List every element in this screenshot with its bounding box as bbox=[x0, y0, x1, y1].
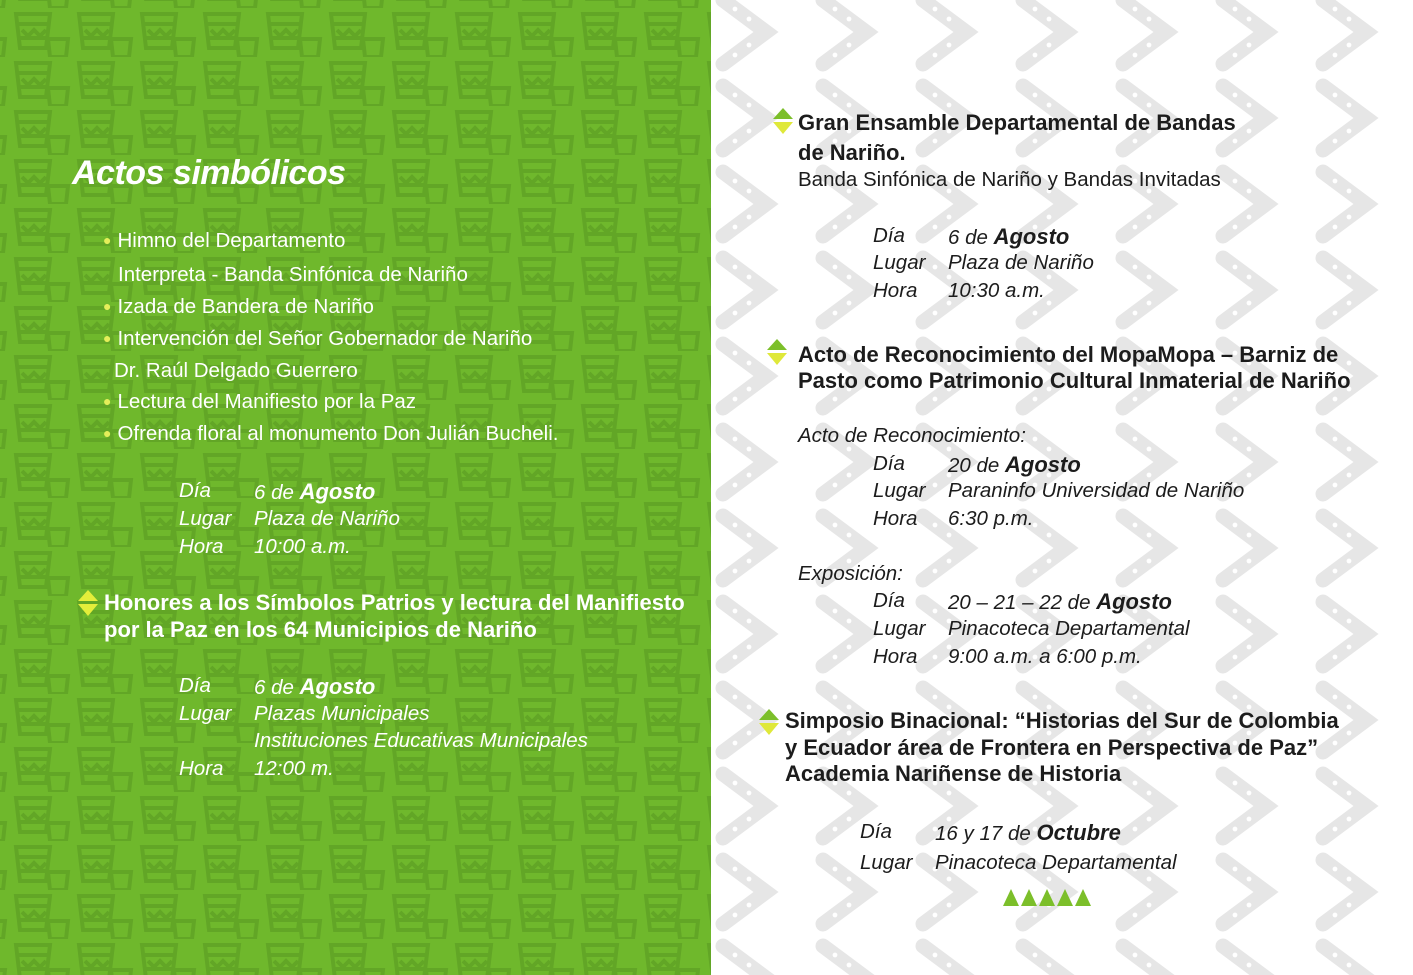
section-heading-line1: Simposio Binacional: “Historias del Sur de Colombia bbox=[785, 708, 1339, 733]
hora-label: Hora bbox=[873, 279, 918, 302]
hora-value: 6:30 p.m. bbox=[948, 507, 1034, 530]
hora-value: 12:00 m. bbox=[254, 757, 334, 780]
section-heading-line3: Academia Nariñense de Historia bbox=[785, 761, 1122, 786]
section-heading-line2: por la Paz en los 64 Municipios de Nariño bbox=[104, 617, 537, 642]
lugar-label: Lugar bbox=[873, 479, 926, 502]
page-title: Actos simbólicos bbox=[72, 154, 346, 192]
hora-label: Hora bbox=[873, 507, 918, 530]
bullet-item-lectura bbox=[103, 390, 416, 414]
lugar-value-line2: Instituciones Educativas Municipales bbox=[254, 729, 588, 752]
hora-label: Hora bbox=[179, 757, 224, 780]
hora-value: 10:30 a.m. bbox=[948, 279, 1045, 302]
bullet-subline: Dr. Raúl Delgado Guerrero bbox=[114, 359, 358, 382]
hora-value: 9:00 a.m. a 6:00 p.m. bbox=[948, 645, 1142, 668]
lugar-label: Lugar bbox=[873, 251, 926, 274]
lugar-label: Lugar bbox=[179, 507, 232, 530]
acto-label: Acto de Reconocimiento: bbox=[798, 424, 1026, 447]
lugar-value: Plaza de Nariño bbox=[948, 251, 1094, 274]
bullet-subline: Interpreta - Banda Sinfónica de Nariño bbox=[118, 263, 468, 286]
lugar-value: Paraninfo Universidad de Nariño bbox=[948, 479, 1245, 502]
section-heading-line1: Gran Ensamble Departamental de Bandas bbox=[798, 110, 1236, 135]
dia-label: Día bbox=[873, 224, 905, 247]
dia-value: 20 de Agosto bbox=[948, 452, 1081, 477]
dia-label: Día bbox=[873, 589, 905, 612]
dia-label: Día bbox=[179, 479, 211, 502]
bullet-text: Ofrenda floral al monumento Don Julián Bucheli. bbox=[117, 422, 559, 445]
section-heading-line2: y Ecuador área de Frontera en Perspectiva de Paz” bbox=[785, 735, 1319, 760]
dia-value: 6 de Agosto bbox=[254, 674, 376, 699]
dia-value: 20 – 21 – 22 de Agosto bbox=[948, 589, 1172, 614]
bullet-dot-icon: ● bbox=[103, 298, 112, 314]
diamond-marker-icon bbox=[758, 708, 780, 736]
dia-value: 16 y 17 de Octubre bbox=[935, 820, 1121, 845]
bullet-dot-icon: ● bbox=[103, 330, 112, 346]
section-heading-line2: Pasto como Patrimonio Cultural Inmaterial de Nariño bbox=[798, 368, 1351, 393]
bullet-text: Intervención del Señor Gobernador de Nariño bbox=[117, 327, 533, 350]
bullet-dot-icon: ● bbox=[103, 393, 112, 409]
dia-label: Día bbox=[179, 674, 211, 697]
lugar-value: Plazas Municipales bbox=[254, 702, 430, 725]
diamond-marker-icon bbox=[766, 338, 788, 366]
section-heading-line2: de Nariño. bbox=[798, 140, 906, 165]
lugar-label: Lugar bbox=[860, 851, 913, 874]
exposicion-label: Exposición: bbox=[798, 562, 903, 585]
hora-value: 10:00 a.m. bbox=[254, 535, 351, 558]
dia-value: 6 de Agosto bbox=[254, 479, 376, 504]
bullet-dot-icon: ● bbox=[103, 425, 112, 441]
bullet-text: Himno del Departamento bbox=[117, 229, 346, 252]
dia-label: Día bbox=[860, 820, 892, 843]
bullet-item-himno bbox=[103, 229, 345, 253]
bullet-item-intervencion bbox=[103, 327, 532, 351]
lugar-value: Plaza de Nariño bbox=[254, 507, 400, 530]
triangle-row-icon bbox=[1003, 889, 1091, 906]
bullet-text: Izada de Bandera de Nariño bbox=[117, 295, 374, 318]
hora-label: Hora bbox=[873, 645, 918, 668]
hora-label: Hora bbox=[179, 535, 224, 558]
bullet-item-ofrenda bbox=[103, 422, 558, 446]
diamond-marker-icon bbox=[772, 107, 794, 135]
dia-value: 6 de Agosto bbox=[948, 224, 1070, 249]
diamond-marker-icon bbox=[77, 589, 99, 617]
section-heading-line1: Honores a los Símbolos Patrios y lectura del Manifiesto bbox=[104, 590, 685, 615]
bullet-dot-icon: ● bbox=[103, 232, 112, 248]
bullet-text: Lectura del Manifiesto por la Paz bbox=[117, 390, 417, 413]
bullet-item-izada bbox=[103, 295, 374, 319]
lugar-label: Lugar bbox=[179, 702, 232, 725]
dia-label: Día bbox=[873, 452, 905, 475]
section-heading-line1: Acto de Reconocimiento del MopaMopa – Barniz de bbox=[798, 342, 1339, 367]
lugar-value: Pinacoteca Departamental bbox=[948, 617, 1190, 640]
lugar-value: Pinacoteca Departamental bbox=[935, 851, 1177, 874]
lugar-label: Lugar bbox=[873, 617, 926, 640]
section-subtitle: Banda Sinfónica de Nariño y Bandas Invitadas bbox=[798, 168, 1221, 191]
right-panel bbox=[711, 0, 1413, 975]
